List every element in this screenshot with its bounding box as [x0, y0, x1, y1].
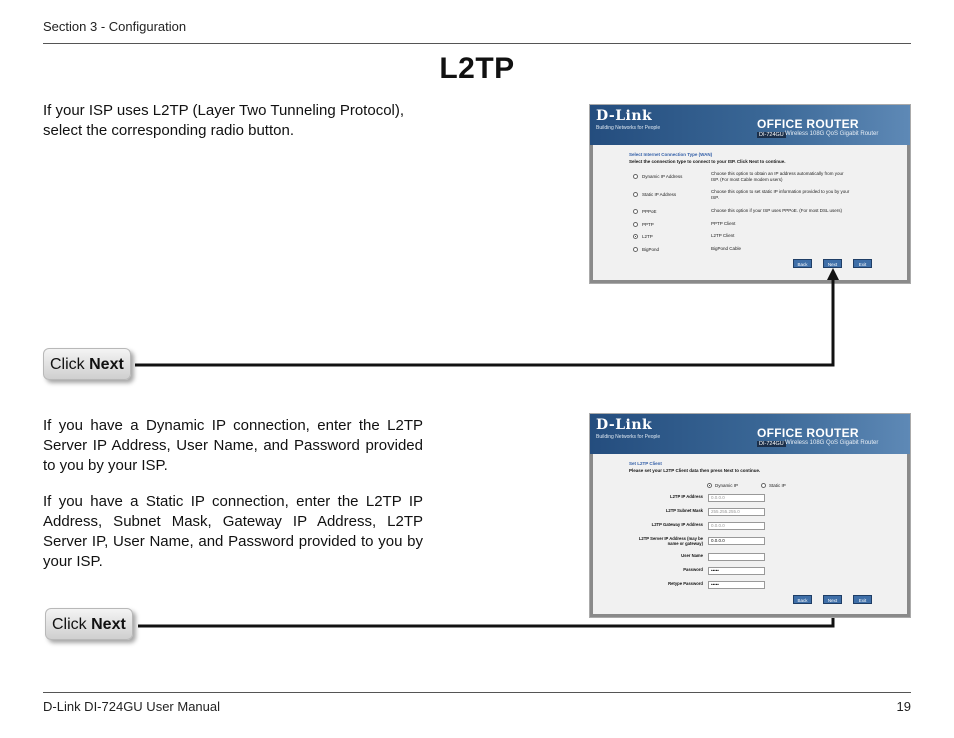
model-badge: DI-724GU [759, 441, 784, 447]
exit-button[interactable]: Exit [853, 595, 872, 604]
retype-password-input[interactable]: ••••• [708, 581, 765, 589]
option-description: ISP. [711, 195, 719, 200]
option-description: PPTP Client [711, 221, 736, 226]
wizard-heading: Select Internet Connection Type (WAN) [629, 152, 713, 157]
server-ip-input[interactable]: 0.0.0.0 [708, 537, 765, 545]
click-next-callout-2 [45, 608, 133, 640]
radio-dynamic-ip[interactable] [707, 483, 712, 488]
dynamic-ip-paragraph: If you have a Dynamic IP connection, enter the L2TP Server IP Address, User Name, and Password provided to you by your ISP. [43, 417, 423, 474]
callout-prefix: Click [52, 616, 87, 633]
page-title: L2TP [439, 52, 515, 85]
product-subtitle: Wireless 108G QoS Gigabit Router [785, 131, 879, 137]
dlink-logo: D-Link [596, 417, 653, 433]
field-label: L2TP Subnet Mask [665, 508, 703, 513]
click-next-callout [43, 348, 131, 380]
option-label: L2TP [642, 234, 653, 239]
footer-divider [43, 692, 911, 693]
wizard-subheading: Please set your L2TP Client data then press Next to continue. [629, 468, 761, 473]
radio-static-ip[interactable] [761, 483, 766, 488]
manual-title: D-Link DI-724GU User Manual [43, 699, 221, 714]
mode-label: Dynamic IP [715, 483, 739, 488]
callout-prefix: Click [50, 356, 85, 373]
model-badge: DI-724GU [759, 132, 784, 138]
field-label: L2TP IP Address [670, 494, 703, 499]
back-button[interactable]: Back [793, 259, 812, 268]
l2tp-ip-input[interactable]: 0.0.0.0 [708, 494, 765, 502]
product-name: OFFICE ROUTER [757, 117, 859, 131]
option-label: PPPoE [642, 209, 657, 214]
page-number: 19 [896, 699, 911, 714]
option-label: PPTP [642, 222, 654, 227]
option-label: Static IP Address [642, 192, 677, 197]
dlink-tagline: Building Networks for People [596, 434, 661, 440]
router-banner [590, 414, 910, 454]
product-name: OFFICE ROUTER [757, 426, 859, 440]
field-label: L2TP Server IP Address (may be name or gateway) [638, 536, 703, 546]
arrowhead-1 [827, 268, 839, 280]
username-input[interactable] [708, 553, 765, 561]
option-label: BigPond [642, 247, 660, 252]
connector-line-1 [135, 278, 833, 365]
l2tp-settings-screenshot [589, 413, 911, 618]
password-input[interactable]: ••••• [708, 567, 765, 575]
field-label: Password [683, 567, 703, 572]
exit-button[interactable]: Exit [853, 259, 872, 268]
gateway-input[interactable]: 0.0.0.0 [708, 522, 765, 530]
option-description: Choose this option to set static IP information provided to you by your [711, 189, 850, 194]
callout-bold: Next [91, 616, 126, 633]
section-header: Section 3 - Configuration [43, 19, 187, 34]
mode-label: Static IP [769, 483, 786, 488]
next-button[interactable]: Next [823, 595, 842, 604]
option-label: Dynamic IP Address [642, 174, 683, 179]
static-ip-paragraph: If you have a Static IP connection, enter the L2TP IP Address, Subnet Mask, Gateway IP Address, L2TP Server IP, User Name, and Password provided to you by your ISP. [43, 493, 423, 570]
callout-bold: Next [89, 356, 124, 373]
back-button[interactable]: Back [793, 595, 812, 604]
field-label: Retype Password [668, 581, 703, 586]
field-label: User Name [681, 553, 703, 558]
field-label: L2TP Gateway IP Address [651, 522, 703, 527]
intro-paragraph: If your ISP uses L2TP (Layer Two Tunneling Protocol), select the corresponding radio button. [43, 102, 405, 139]
option-description: Choose this option if your ISP uses PPPoE. (For most DSL users) [711, 208, 843, 213]
option-description: L2TP Client [711, 233, 735, 238]
wizard-subheading: Select the connection type to connect to your ISP. Click Next to continue. [629, 159, 786, 164]
dlink-logo: D-Link [596, 108, 653, 124]
wizard-heading: Set L2TP Client [629, 461, 662, 466]
wizard-panel [593, 454, 907, 614]
dlink-tagline: Building Networks for People [596, 125, 661, 131]
product-subtitle: Wireless 108G QoS Gigabit Router [785, 440, 879, 446]
option-description: ISP. (For most Cable modem users) [711, 177, 783, 182]
next-button[interactable]: Next [823, 259, 842, 268]
subnet-mask-input[interactable]: 255.255.255.0 [708, 508, 765, 516]
option-description: Choose this option to obtain an IP address automatically from your [711, 171, 844, 176]
option-description: BigPond Cable [711, 246, 742, 251]
